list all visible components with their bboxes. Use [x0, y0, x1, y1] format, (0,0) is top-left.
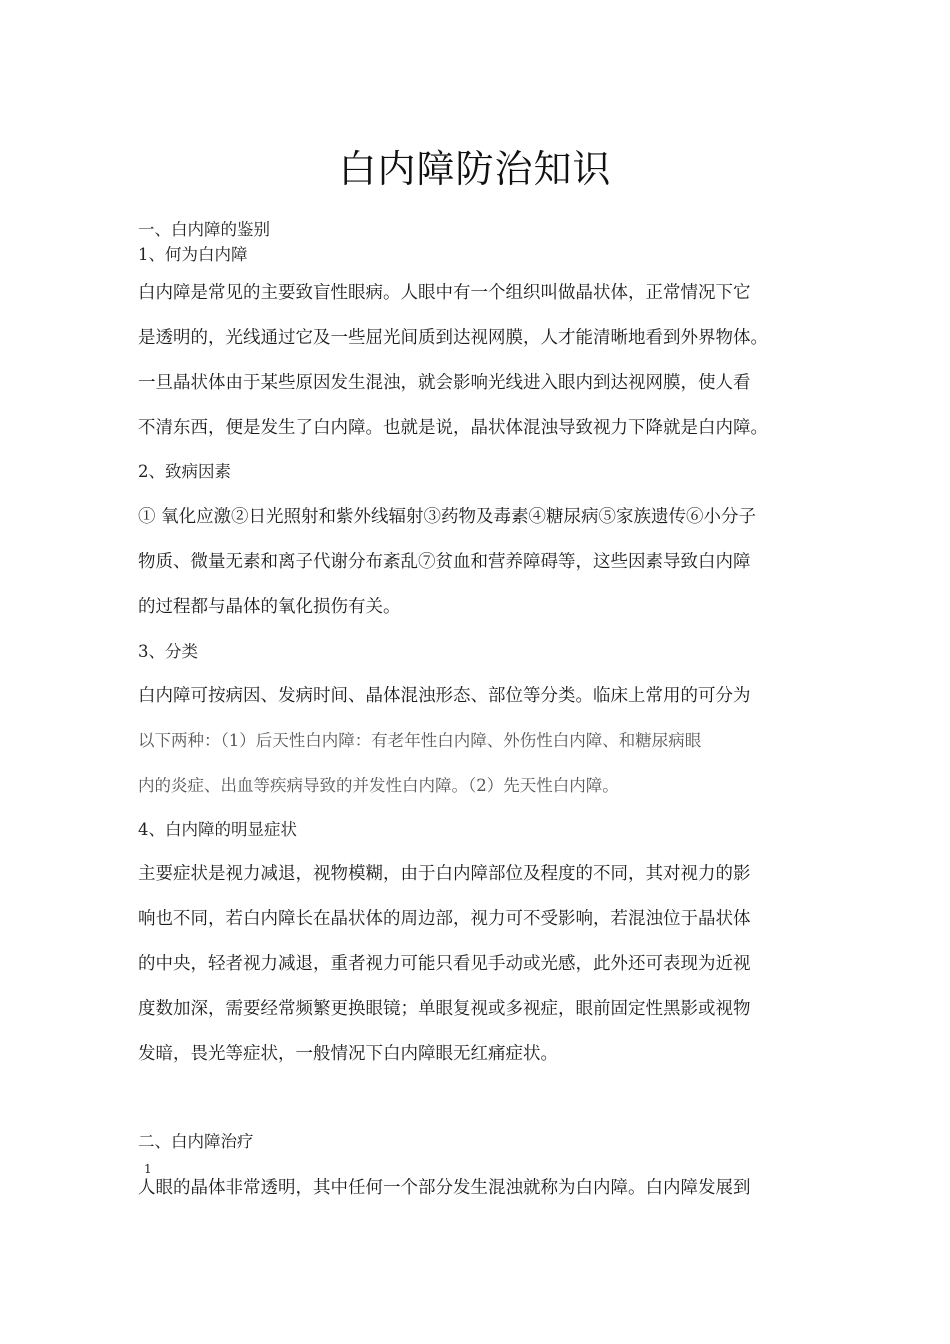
section-heading-treatment: 二、白内障治疗 [138, 1132, 254, 1151]
paragraph-line: ① 氧化应激②日光照射和紫外线辐射③药物及毒素④糖尿病⑤家族遗传⑥小分子 [138, 507, 757, 527]
paragraph-line: 物质、微量无素和离子代谢分布紊乱⑦贫血和营养障碍等，这些因素导致白内障 [138, 552, 751, 572]
subheading-causes: 2、致病因素 [138, 462, 231, 481]
page-number: 1 [144, 1162, 152, 1176]
subheading-classification: 3、分类 [138, 642, 198, 661]
paragraph-line: 度数加深，需要经常频繁更换眼镜；单眼复视或多视症，眼前固定性黑影或视物 [138, 999, 751, 1019]
document-title: 白内障防治知识 [338, 147, 612, 191]
paragraph-line: 的中央，轻者视力减退，重者视力可能只看见手动或光感，此外还可表现为近视 [138, 954, 751, 974]
paragraph-line: 的过程都与晶体的氧化损伤有关。 [138, 597, 401, 617]
paragraph-line: 发暗，畏光等症状，一般情况下白内障眼无红痛症状。 [138, 1044, 558, 1064]
paragraph-line: 不清东西，便是发生了白内障。也就是说，晶状体混浊导致视力下降就是白内障。 [138, 418, 768, 438]
section-heading-identification: 一、白内障的鉴别 [138, 220, 270, 239]
paragraph-line: 主要症状是视力减退，视物模糊，由于白内障部位及程度的不同，其对视力的影 [138, 864, 751, 884]
paragraph-line: 是透明的，光线通过它及一些屈光间质到达视网膜，人才能清晰地看到外界物体。 [138, 328, 768, 348]
subheading-what-is-cataract: 1、何为白内障 [138, 245, 248, 264]
paragraph-line: 响也不同，若白内障长在晶状体的周边部，视力可不受影响，若混浊位于晶状体 [138, 909, 751, 929]
paragraph-line: 白内障是常见的主要致盲性眼病。人眼中有一个组织叫做晶状体，正常情况下它 [138, 283, 751, 303]
paragraph-line: 一旦晶状体由于某些原因发生混浊，就会影响光线进入眼内到达视网膜，使人看 [138, 373, 751, 393]
paragraph-line: 白内障可按病因、发病时间、晶体混浊形态、部位等分类。临床上常用的可分为 [138, 686, 751, 706]
subheading-symptoms: 4、白内障的明显症状 [138, 820, 297, 839]
paragraph-line: 内的炎症、出血等疾病导致的并发性白内障。（2）先天性白内障。 [138, 776, 619, 795]
paragraph-line: 以下两种：（1）后天性白内障：有老年性白内障、外伤性白内障、和糖尿病眼 [138, 731, 702, 750]
paragraph-line: 人眼的晶体非常透明，其中任何一个部分发生混浊就称为白内障。白内障发展到 [138, 1178, 751, 1198]
